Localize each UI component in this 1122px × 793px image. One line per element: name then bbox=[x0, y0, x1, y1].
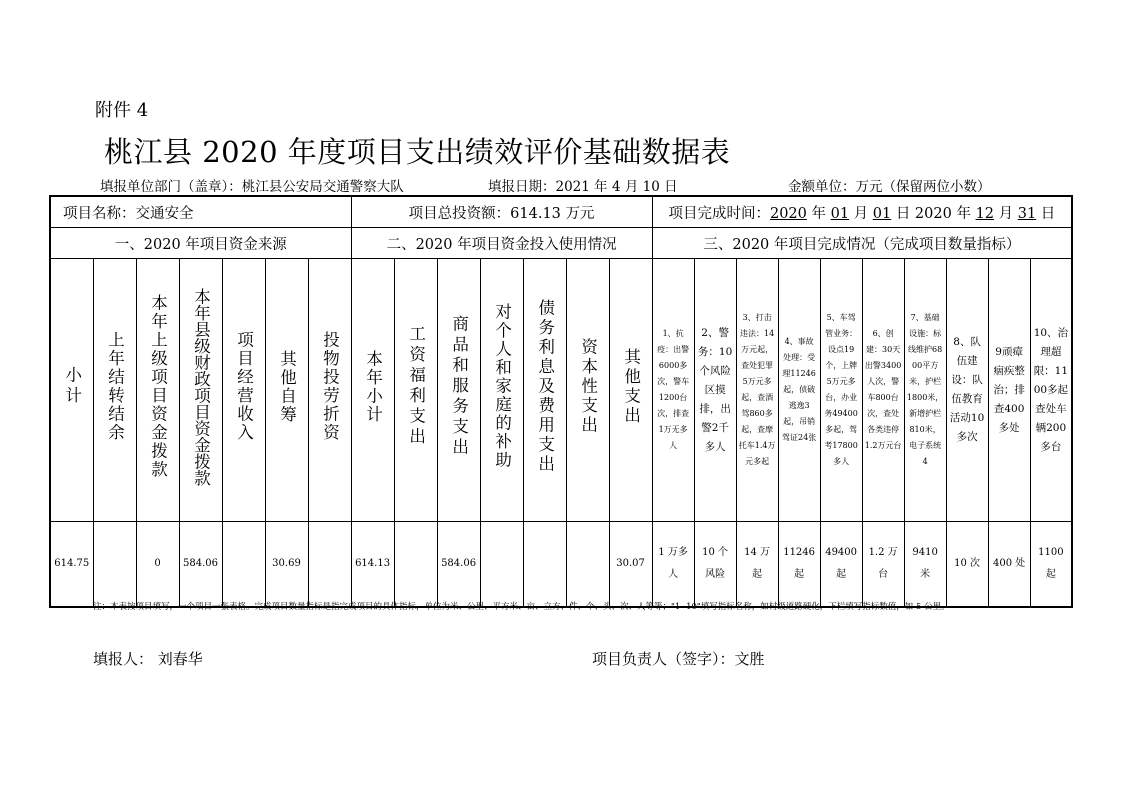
indicator-value-8: 10 次 bbox=[946, 522, 988, 608]
indicator-value-3: 14 万起 bbox=[736, 522, 778, 608]
value-goods-services: 584.06 bbox=[437, 522, 480, 608]
reporting-unit: 填报单位部门（盖章）：桃江县公安局交通警察大队 bbox=[100, 179, 404, 195]
value-self-raised: 30.69 bbox=[265, 522, 308, 608]
header-self-raised: 其他自筹 bbox=[265, 259, 308, 522]
value-salary bbox=[394, 522, 437, 608]
section-funding-source: 一、2020 年项目资金来源 bbox=[50, 228, 351, 259]
value-county-allocation: 584.06 bbox=[179, 522, 222, 608]
section-funding-use: 二、2020 年项目资金投入使用情况 bbox=[351, 228, 652, 259]
indicator-value-6: 1.2 万台 bbox=[862, 522, 904, 608]
header-capital: 资本性支出 bbox=[566, 259, 609, 522]
header-debt-interest: 债务利息及费用支出 bbox=[523, 259, 566, 522]
indicator-value-7: 9410 米 bbox=[904, 522, 946, 608]
indicator-3: 3、打击违法：14万元起，查处犯罪5万元多起，查酒驾860多起，查摩托车1.4万元多起 bbox=[736, 259, 778, 522]
indicator-7: 7、基础设施：标线维护6800平方米，护栏1800米，新增护栏810米，电子系统4 bbox=[904, 259, 946, 522]
indicator-value-4: 11246 起 bbox=[778, 522, 820, 608]
value-other-expense: 30.07 bbox=[609, 522, 652, 608]
value-superior-allocation: 0 bbox=[136, 522, 179, 608]
value-carryover bbox=[93, 522, 136, 608]
indicator-5: 5、车驾管业务：设点19个，上牌5万元多台，办业务49400多起，驾考17800多人 bbox=[820, 259, 862, 522]
indicator-9: 9顽瘴痼疾整治；排查400多处 bbox=[988, 259, 1030, 522]
indicator-8: 8、队伍建设：队伍教育活动10多次 bbox=[946, 259, 988, 522]
indicator-value-10: 1100 起 bbox=[1030, 522, 1072, 608]
header-in-kind: 投物投劳折资 bbox=[308, 259, 351, 522]
header-salary: 工资福利支出 bbox=[394, 259, 437, 522]
filled-by: 填报人： 刘春华 bbox=[93, 650, 203, 668]
header-county-allocation: 本年县级财政项目资金拨款 bbox=[179, 259, 222, 522]
indicator-value-2: 10 个风险 bbox=[694, 522, 736, 608]
value-personal-subsidy bbox=[480, 522, 523, 608]
header-subtotal: 小计 bbox=[50, 259, 93, 522]
page-title: 桃江县 2020 年度项目支出绩效评价基础数据表 bbox=[104, 135, 731, 169]
indicator-value-1: 1 万多人 bbox=[652, 522, 694, 608]
header-carryover: 上年结转结余 bbox=[93, 259, 136, 522]
value-year-subtotal: 614.13 bbox=[351, 522, 394, 608]
header-goods-services: 商品和服务支出 bbox=[437, 259, 480, 522]
indicator-value-9: 400 处 bbox=[988, 522, 1030, 608]
indicator-10: 10、治理超限：1100多起查处车辆200多台 bbox=[1030, 259, 1072, 522]
header-personal-subsidy: 对个人和家庭的补助 bbox=[480, 259, 523, 522]
section-completion: 三、2020 年项目完成情况（完成项目数量指标） bbox=[652, 228, 1072, 259]
project-name-cell: 项目名称：交通安全 bbox=[50, 196, 351, 228]
indicator-value-5: 49400 起 bbox=[820, 522, 862, 608]
project-leader: 项目负责人（签字）：文胜 bbox=[592, 650, 765, 668]
header-operating-income: 项目经营收入 bbox=[222, 259, 265, 522]
value-subtotal: 614.75 bbox=[50, 522, 93, 608]
value-in-kind bbox=[308, 522, 351, 608]
report-date: 填报日期：2021 年 4 月 10 日 bbox=[488, 179, 678, 195]
performance-table bbox=[49, 195, 1073, 608]
project-time-cell: 项目完成时间：2020 年 01 月 01 日 2020 年 12 月 31 日 bbox=[652, 196, 1072, 228]
currency-unit: 金额单位：万元（保留两位小数） bbox=[788, 179, 991, 195]
table-note: 注：本表按项目填写，一个项目一张表格。完成项目数量指标是指完成项目的具体指标，单位为米、公里、平方米、亩、立方、件、个、头、次、人等等；"1--10"填写指标名称，如村级道路硬化，下栏填写指标数值，如 5 公里。 bbox=[93, 602, 950, 612]
header-year-subtotal: 本年小计 bbox=[351, 259, 394, 522]
indicator-4: 4、事故处理：受理11246起，侦破逃逸3起，吊销驾证24张 bbox=[778, 259, 820, 522]
indicator-6: 6、创建：30天出警3400人次，警车800台次，查处各类违停1.2万元台 bbox=[862, 259, 904, 522]
indicator-2: 2、警务：10个风险区摸排，出警2千多人 bbox=[694, 259, 736, 522]
header-other-expense: 其他支出 bbox=[609, 259, 652, 522]
project-total-cell: 项目总投资额：614.13 万元 bbox=[351, 196, 652, 228]
value-capital bbox=[566, 522, 609, 608]
header-superior-allocation: 本年上级项目资金拨款 bbox=[136, 259, 179, 522]
value-operating-income bbox=[222, 522, 265, 608]
indicator-1: 1、抗疫：出警6000多次，警车1200台次，排查1万无多人 bbox=[652, 259, 694, 522]
value-debt-interest bbox=[523, 522, 566, 608]
attachment-label: 附件 4 bbox=[95, 100, 149, 121]
